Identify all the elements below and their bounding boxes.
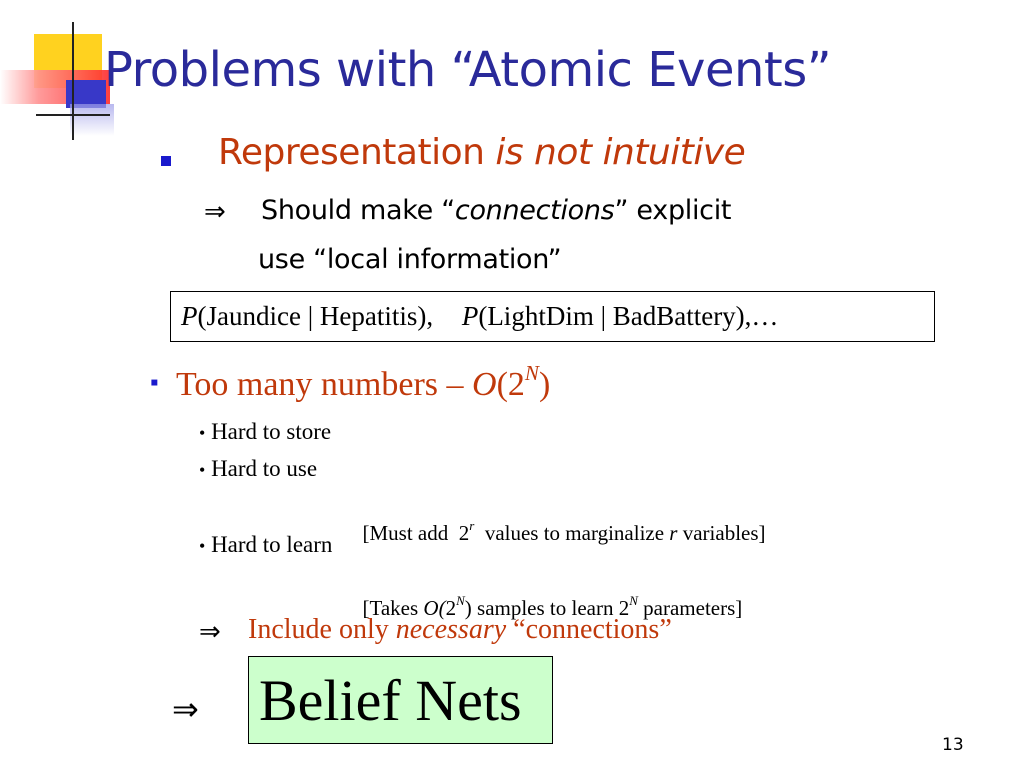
- implies-arrow-3: ⇒: [172, 691, 199, 727]
- dot-bullet-icon: •: [199, 536, 206, 556]
- horizontal-line: [36, 114, 110, 116]
- slide-title: Problems with “Atomic Events”: [104, 42, 832, 98]
- formula-p1: P: [181, 301, 198, 331]
- include-only-text: Include only: [248, 614, 396, 645]
- paren-close: ): [538, 366, 551, 403]
- formula-p2: P: [461, 301, 479, 331]
- marginalize-note: [352, 496, 766, 546]
- bullet-representation: [218, 132, 745, 173]
- note-learn-b: 2: [445, 596, 457, 620]
- hard-to-store-label: Hard to store: [211, 419, 332, 444]
- dot-bullet-icon: •: [199, 460, 206, 480]
- representation-text: Representation: [218, 132, 496, 173]
- formula-expr1: (Jaundice | Hepatitis),: [197, 301, 434, 331]
- should-make-line: [261, 195, 731, 226]
- connections-italic: connections: [454, 195, 615, 226]
- note-learn-c: ) samples to learn 2: [464, 596, 630, 620]
- exp-n: N: [524, 360, 539, 385]
- implies-arrow-2: ⇒: [199, 617, 221, 646]
- note-learn-d: parameters]: [637, 596, 743, 620]
- formula-expr2: (LightDim | BadBattery),…: [478, 301, 779, 331]
- note-learn-sup2: N: [629, 593, 638, 609]
- list-item: [199, 456, 317, 482]
- implies-arrow-1: ⇒: [204, 197, 226, 226]
- note-learn-a: [Takes: [362, 596, 424, 620]
- representation-italic: is not intuitive: [495, 132, 746, 173]
- list-item: [199, 532, 332, 558]
- note-use-c: variables]: [677, 521, 766, 545]
- belief-nets-box: [248, 656, 553, 744]
- connections-quoted-text: “connections”: [506, 614, 672, 645]
- explicit-text: ” explicit: [614, 195, 732, 226]
- probability-formula-box: [170, 291, 935, 342]
- too-many-numbers-text: Too many numbers –: [176, 366, 473, 403]
- page-number: 13: [942, 735, 964, 755]
- blue-fade-bar: [70, 104, 114, 136]
- dot-bullet-icon: •: [199, 423, 206, 443]
- big-o: O: [472, 366, 497, 403]
- note-use-italic: r: [669, 521, 678, 545]
- note-learn-sup1: N: [456, 593, 465, 609]
- hard-to-learn-label: Hard to learn: [211, 532, 333, 557]
- note-learn-italic: O(: [423, 596, 446, 620]
- note-use-b: values to marginalize: [474, 521, 670, 545]
- too-many-numbers-line: [176, 360, 551, 404]
- vertical-line: [72, 22, 74, 140]
- list-item: [199, 419, 331, 445]
- note-use-sup: r: [469, 518, 475, 534]
- bullet-square-icon-2: ▪: [150, 370, 159, 396]
- local-information-line: use “local information”: [258, 244, 562, 275]
- paren-open: (2: [496, 366, 525, 403]
- corner-decoration: [0, 0, 110, 140]
- include-only-line: [248, 614, 672, 646]
- necessary-italic: necessary: [395, 614, 507, 645]
- hard-to-use-label: Hard to use: [211, 456, 318, 481]
- note-use-a: [Must add 2: [362, 521, 470, 545]
- bullet-square-icon: [161, 156, 171, 166]
- should-make-text: Should make “: [261, 195, 455, 226]
- belief-nets-text: Belief Nets: [259, 668, 522, 733]
